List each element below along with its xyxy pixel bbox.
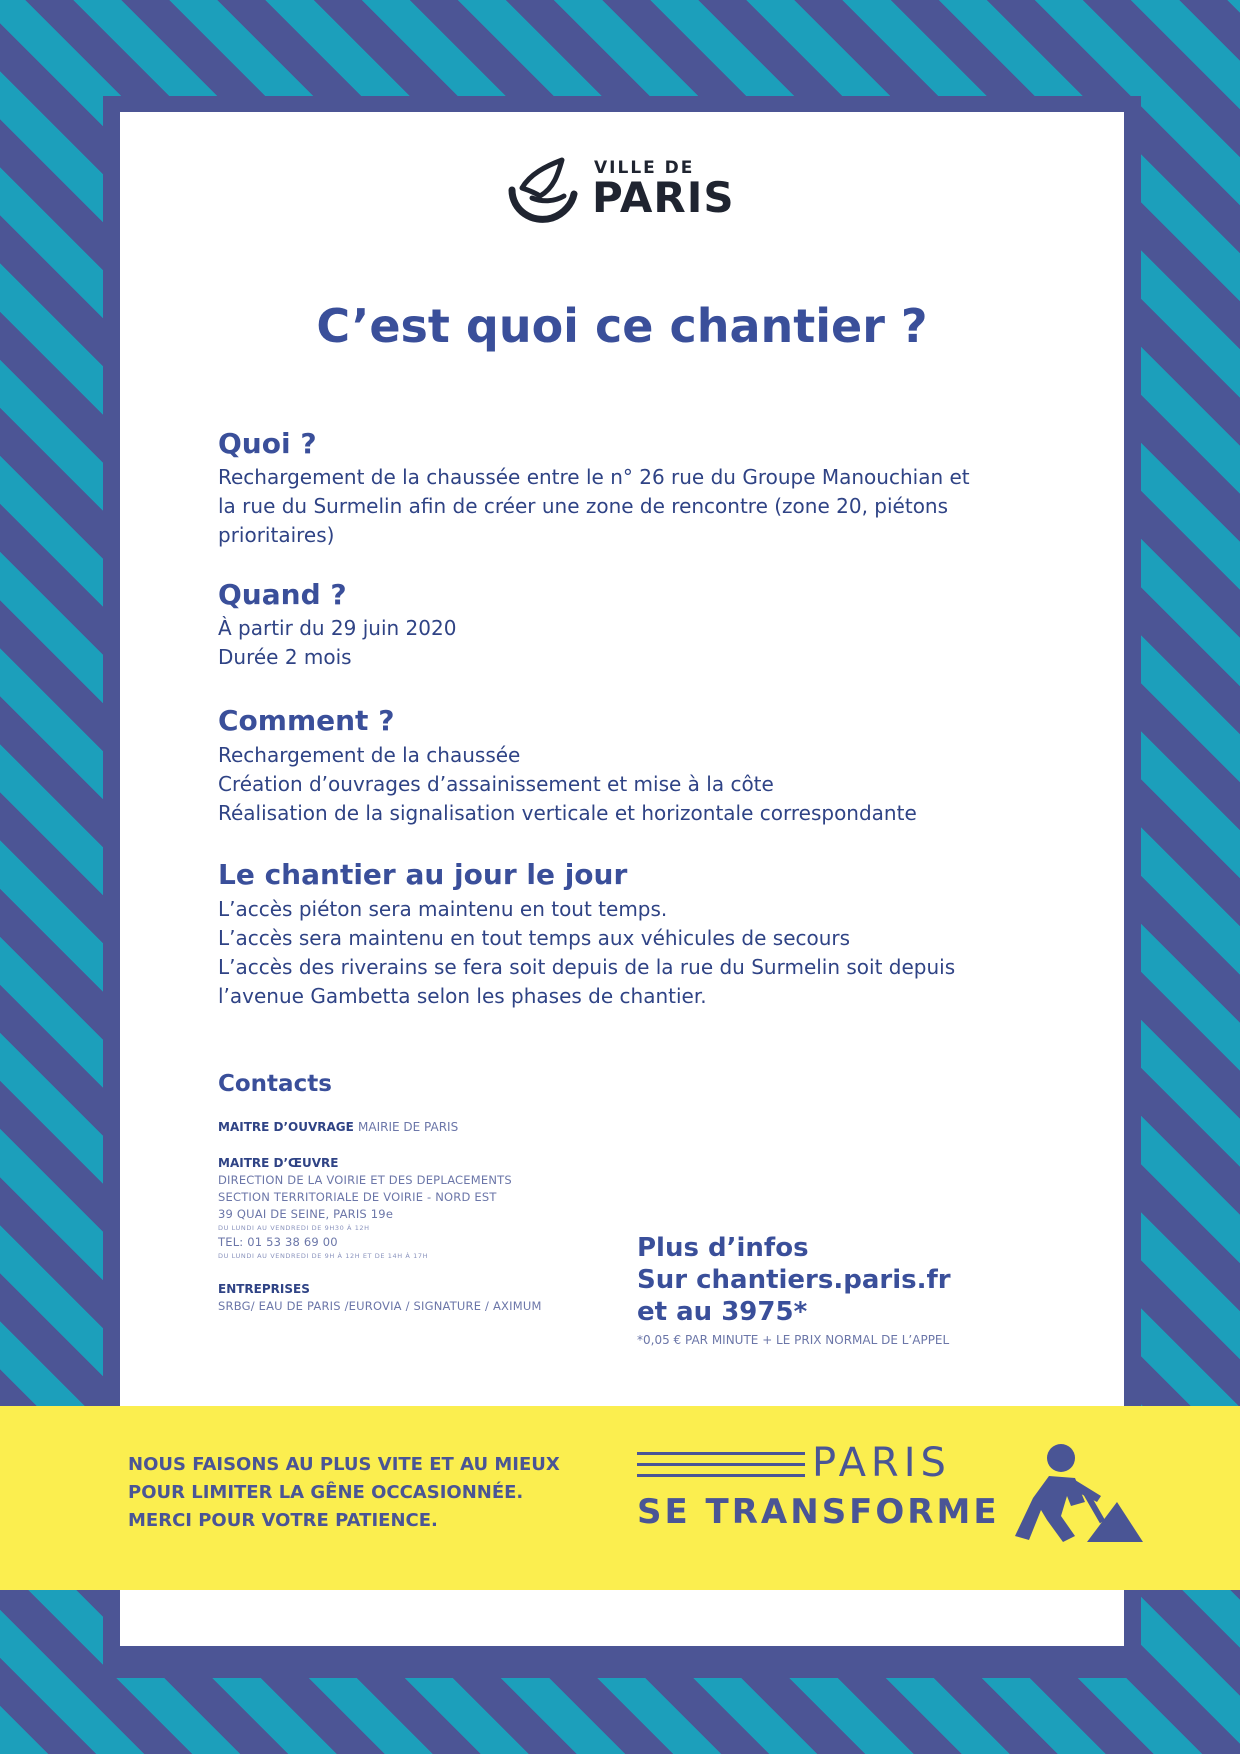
entreprises-value: SRBG/ EAU DE PARIS /EUROVIA / SIGNATURE / AXIMUM xyxy=(218,1299,542,1313)
section-body-quand xyxy=(218,614,1018,672)
section-heading-quand: Quand ? xyxy=(218,578,347,611)
text-line: l’avenue Gambetta selon les phases de chantier. xyxy=(218,984,707,1008)
logo-ville-de: VILLE DE xyxy=(594,158,695,178)
oeuvre-line: DIRECTION DE LA VOIRIE ET DES DEPLACEMENTS xyxy=(218,1173,512,1187)
contacts-heading: Contacts xyxy=(218,1071,332,1097)
text-line: la rue du Surmelin afin de créer une zone de rencontre (zone 20, piétons xyxy=(218,494,949,518)
roadworker-icon xyxy=(1005,1440,1145,1544)
paris-boat-icon xyxy=(504,152,588,228)
maitre-oeuvre-label: MAITRE D’ŒUVRE xyxy=(218,1156,339,1170)
text-line: Rechargement de la chaussée entre le n° 26 rue du Groupe Manouchian et xyxy=(218,465,970,489)
text-line: L’accès des riverains se fera soit depuis de la rue du Surmelin soit depuis xyxy=(218,955,956,979)
section-heading-quoi: Quoi ? xyxy=(218,427,317,460)
phone-hours-note: DU LUNDI AU VENDREDI DE 9H À 12H ET DE 14H À 17H xyxy=(218,1252,429,1260)
oeuvre-line: 39 QUAI DE SEINE, PARIS 19e xyxy=(218,1207,394,1221)
text-line: À partir du 29 juin 2020 xyxy=(218,616,457,640)
section-body-quoi xyxy=(218,463,1018,550)
call-price-note: *0,05 € PAR MINUTE + LE PRIX NORMAL DE L’APPEL xyxy=(637,1333,950,1347)
text-line: Réalisation de la signalisation verticale et horizontale correspondante xyxy=(218,801,917,825)
maitre-ouvrage xyxy=(218,1120,458,1134)
page-title: C’est quoi ce chantier ? xyxy=(316,299,928,353)
banner-line: MERCI POUR VOTRE PATIENCE. xyxy=(128,1510,438,1531)
banner-line: POUR LIMITER LA GÊNE OCCASIONNÉE. xyxy=(128,1482,524,1503)
section-body-chantier-jour xyxy=(218,895,1018,1011)
text-line: L’accès sera maintenu en tout temps aux véhicules de secours xyxy=(218,926,851,950)
ville-de-paris-logo xyxy=(504,152,744,228)
banner-line: NOUS FAISONS AU PLUS VITE ET AU MIEUX xyxy=(128,1454,560,1475)
more-info-phone: et au 3975* xyxy=(637,1297,808,1327)
section-heading-comment: Comment ? xyxy=(218,704,395,737)
entreprises-label: ENTREPRISES xyxy=(218,1282,310,1296)
opening-hours-note: DU LUNDI AU VENDREDI DE 9H30 À 12H xyxy=(218,1224,370,1232)
brand-se-transforme: SE TRANSFORME xyxy=(637,1492,1000,1532)
maitre-ouvrage-value: MAIRIE DE PARIS xyxy=(358,1120,459,1134)
text-line: Rechargement de la chaussée xyxy=(218,743,521,767)
brand-stripes-decoration xyxy=(637,1452,805,1482)
text-line: Création d’ouvrages d’assainissement et mise à la côte xyxy=(218,772,774,796)
text-line: prioritaires) xyxy=(218,523,335,547)
maitre-ouvrage-label: MAITRE D’OUVRAGE xyxy=(218,1120,354,1134)
logo-paris: PARIS xyxy=(592,173,735,222)
more-info-line: Plus d’infos xyxy=(637,1233,809,1263)
section-heading-chantier-jour: Le chantier au jour le jour xyxy=(218,858,628,891)
more-info-website: Sur chantiers.paris.fr xyxy=(637,1265,951,1295)
more-info-block xyxy=(637,1232,951,1328)
text-line: Durée 2 mois xyxy=(218,645,352,669)
banner-message xyxy=(128,1451,560,1535)
contact-phone: TEL: 01 53 38 69 00 xyxy=(218,1235,338,1249)
brand-paris: PARIS xyxy=(812,1440,951,1486)
oeuvre-line: SECTION TERRITORIALE DE VOIRIE - NORD EST xyxy=(218,1190,497,1204)
section-body-comment xyxy=(218,741,1018,828)
text-line: L’accès piéton sera maintenu en tout temps. xyxy=(218,897,668,921)
